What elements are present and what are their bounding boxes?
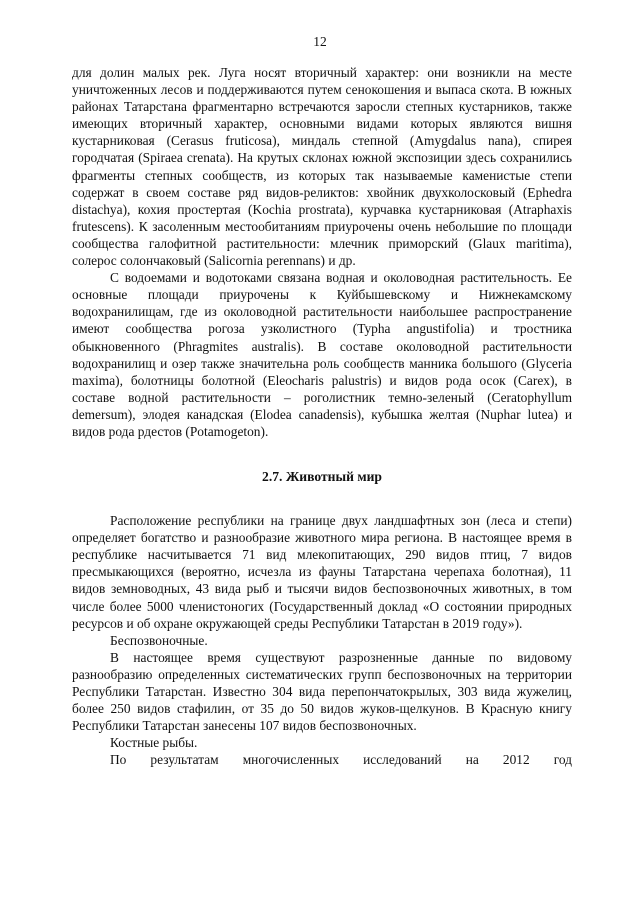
paragraph-meadows-steppes: для долин малых рек. Луга носят вторичный характер: они возникли на месте уничтоженных лесов и поддерживаются путем сенокошения и выпаса скота. В южных районах Татарстана фрагментарно встречаются заросли степных кустарников, также имеющих вторичный характер, основными видами которых являются вишня кустарниковая (Cerasus fruticosa), миндаль степной (Amygdalus nana), спирея городчатая (Spiraea crenata). На крутых склонах южной экспозиции здесь сохранились фрагменты степных сообществ, из которых так называемые каменистые степи содержат в своем составе ряд видов-реликтов: хвойник двухколосковый (Ephedra distachya), кохия простертая (Kochia prostrata), курчавка кустарниковая (Atraphaxis frutescens). К засоленным местообитаниям приурочены очень небольшие по площади сообщества галофитной растительности: млечник приморский (Glaux maritima), солерос солончаковый (Salicornia perennans) и др.: [72, 65, 572, 269]
section-heading-fauna: 2.7. Животный мир: [262, 469, 382, 485]
page-number: 12: [313, 34, 327, 49]
paragraph-invertebrates: В настоящее время существуют разрозненные данные по видовому разнообразию определенных систематических групп беспозвоночных на территории Республики Татарстан. Известно 304 вида перепончатокрылых, 303 вида жужелиц, более 250 видов стафилин, от 35 до 50 видов жуков-щелкунов. В Красную книгу Республики Татарстан занесены 107 видов беспозвоночных.: [72, 649, 572, 734]
paragraph-aquatic-vegetation: С водоемами и водотоками связана водная и околоводная растительность. Ее основные площади приурочены к Куйбышевскому и Нижнекамскому водохранилищам, где из околоводной растительности наибольшее распространение имеют сообщества рогоза узколистного (Typha angustifolia) и тростника обыкновенного (Phragmites australis). В составе околоводной растительности водохранилищ и озер также значительна роль сообществ манника большого (Glyceria maxima), болотницы болотной (Eleocharis palustris) и видов рода осок (Carex), в составе водной растительности – роголистник темно-зеленый (Ceratophyllum demersum), элодея канадская (Elodea canadensis), кубышка желтая (Nuphar lutea) и видов рода рдестов (Potamogeton).: [72, 270, 572, 439]
paragraph-bony-fish-start: По результатам многочисленных исследований на 2012 год: [110, 752, 572, 768]
page-content: [72, 64, 572, 768]
subheading-bony-fish: Костные рыбы.: [110, 735, 198, 751]
paragraph-fauna-overview: Расположение республики на границе двух ландшафтных зон (леса и степи) определяет богатство и разнообразие животного мира региона. В настоящее время в республике насчитывается 71 вид млекопитающих, 290 видов птиц, 7 видов пресмыкающихся (вероятно, исчезла из фауны Татарстана черепаха болотная), 11 видов земноводных, 43 вида рыб и тысячи видов беспозвоночных животных, в том числе более 5000 членистоногих (Государственный доклад «О состоянии природных ресурсов и об охране окружающей среды Республики Татарстан в 2019 году»).: [72, 513, 572, 631]
subheading-invertebrates: Беспозвоночные.: [110, 632, 208, 648]
